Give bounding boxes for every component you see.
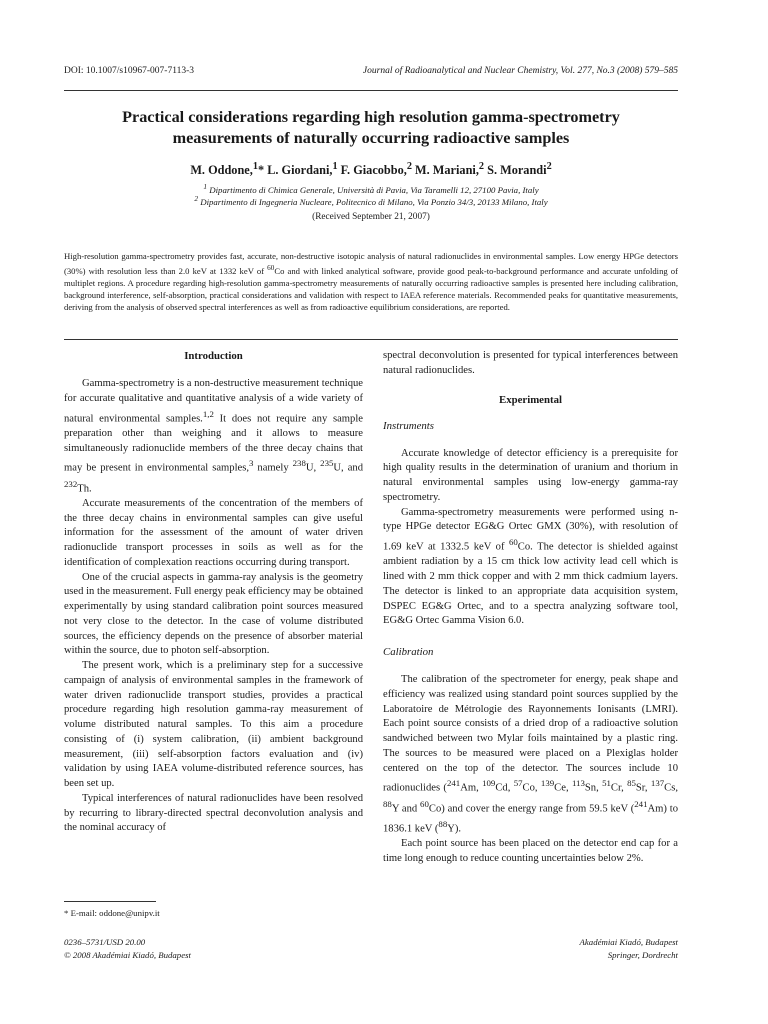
affiliation-number: 1 xyxy=(203,182,208,191)
isotope-mass-number: 60 xyxy=(508,537,518,547)
affiliation-marker: 1 xyxy=(252,161,258,172)
isotope-mass-number: 60 xyxy=(420,798,429,809)
author-name: S. Morandi xyxy=(484,163,547,178)
title-line-2: measurements of naturally occurring radioactive samples xyxy=(172,129,570,147)
header-rule xyxy=(64,90,678,91)
affiliation-text: Dipartimento di Chimica Generale, Università di Pavia, Via Taramelli 12, 27100 Pavia, Italy xyxy=(207,184,539,195)
paragraph: Accurate knowledge of detector efficiency is a prerequisite for high quality results in the determination of uranium and thorium in natural environmental samples using low-energy gamma-ray spectrometry. xyxy=(383,447,678,503)
paragraph xyxy=(383,673,678,837)
abstract-text: High-resolution gamma-spectrometry provides fast, accurate, non-destructive isotopic analysis of natural radionuclides in environmental samples. Low energy HPGe detectors (30%) with resolution less than 2.0 keV at 1332 keV of xyxy=(64,251,678,276)
copyright: © 2008 Akadémiai Kiadó, Budapest xyxy=(64,950,191,960)
paper-title xyxy=(64,107,678,149)
text: Gamma-spectrometry measurements were performed using n-type HPGe detector EG&G Ortec GMX (30%), with resolution of 1.69 keV at 1332.5 keV of xyxy=(383,506,678,553)
text: Ce, xyxy=(554,782,572,794)
text: Am, xyxy=(460,782,483,794)
publisher-1: Akadémiai Kiadó, Budapest xyxy=(579,937,678,947)
abstract-text: Co and with linked analytical software, provide good peak-to-background performance and accurate unfolding of multiplet regions. A procedure regarding high-resolution gamma-spectrometry measurements of naturally occurring radioactive samples is presented here including calibration, background interference, self-absorption, practical considerations and validation with respect to IAEA reference materials. Recommended peaks for quantitative measurements, deriving from the analysis of observed spectral interferences as well as from radioactive equilibrium considerations, are reported. xyxy=(64,265,678,313)
author-name: F. Giacobbo, xyxy=(337,163,407,178)
doi: DOI: 10.1007/s10967-007-7113-3 xyxy=(64,66,194,76)
paragraph: Each point source has been placed on the detector end cap for a time long enough to reduce counting uncertainties below 2%. xyxy=(383,838,678,864)
text: U, and xyxy=(333,462,363,474)
isotope-mass-number: 51 xyxy=(602,778,611,789)
text: Co) and cover the energy range from 59.5 keV ( xyxy=(428,803,635,815)
isotope-mass-number: 109 xyxy=(482,778,496,789)
affiliation-number: 2 xyxy=(194,194,199,203)
text: namely xyxy=(253,462,293,474)
paragraph: Accurate measurements of the concentration of the members of the three decay chains in environmental samples can give useful information for the assessment of the amount of water driven radionuclide transport processes in soils as well as for the identification of complexation reactions occurring during transport. xyxy=(64,497,363,568)
citation-ref: 1,2 xyxy=(202,408,214,419)
author-name: M. Oddone, xyxy=(190,163,253,178)
section-heading-introduction: Introduction xyxy=(184,350,243,362)
author-list xyxy=(64,159,678,178)
text: Co. The detector is shielded against ambient radiation by a 15 cm thick low activity lead cell which is lined with 2 mm thick copper and with 2 mm thick cadmium layers. The detector is linked to an appropriate data acquisition system, DSPEC EG&G Ortec, and to a spectra analyzing software tool, EG&G Ortec Gamma Vision 6.0. xyxy=(383,541,678,627)
isotope-mass-number: 113 xyxy=(571,778,585,789)
text: Cs, xyxy=(664,782,678,794)
right-column xyxy=(383,349,678,867)
isotope-mass-number: 85 xyxy=(627,778,636,789)
text: Cr, xyxy=(610,782,628,794)
text: Sr, xyxy=(635,782,651,794)
corresponding-author-marker: * xyxy=(257,163,265,178)
paragraph: Typical interferences of natural radionuclides have been resolved by recurring to library-directed spectral deconvolution analysis and the nominal accuracy of xyxy=(64,792,363,834)
affiliation-2 xyxy=(64,193,678,208)
received-date: (Received September 21, 2007) xyxy=(312,212,430,222)
text: Am) to 1836.1 keV ( xyxy=(383,803,679,835)
abstract-rule xyxy=(64,339,678,340)
isotope-mass-number: 137 xyxy=(650,778,665,789)
isotope-mass-number: 238 xyxy=(292,458,306,469)
left-column xyxy=(64,349,363,836)
affiliation-marker: 2 xyxy=(406,161,412,172)
text: The calibration of the spectrometer for energy, peak shape and efficiency was realized using standard point sources supplied by the Laboratoire de Métrologie des Rayonnements Ionisants (LMRI). Each point source consists of a dried drop of a radioactive solution sandwiched between two Mylar foils maintained by a plastic ring. The sources to be measured were placed on a Plexiglas holder centered on the top of the detector. The sources include 10 radionuclides ( xyxy=(383,674,678,794)
citation-ref: 3 xyxy=(249,458,254,469)
footer-left xyxy=(64,936,191,962)
text: U, xyxy=(305,462,321,474)
isotope-mass-number: 241 xyxy=(446,778,461,789)
subsection-heading-instruments: Instruments xyxy=(383,419,434,432)
author-name: L. Giordani, xyxy=(264,163,333,178)
paragraph-continued: spectral deconvolution is presented for typical interferences between natural radionuclides. xyxy=(383,350,678,376)
footnote-email: * E-mail: oddone@unipv.it xyxy=(64,908,160,918)
publisher-2: Springer, Dordrecht xyxy=(607,950,678,960)
text: Th. xyxy=(77,483,92,495)
journal-citation: Journal of Radioanalytical and Nuclear Chemistry, Vol. 277, No.3 (2008) 579–585 xyxy=(362,66,678,76)
text: Co, xyxy=(522,782,541,794)
isotope-mass-number: 57 xyxy=(513,778,523,789)
paragraph: One of the crucial aspects in gamma-ray analysis is the geometry used in the measurement. Full energy peak efficiency may be obtained experimentally by using standard calibration point sources measured not very close to the detector. In the case of volume distributed sources, the efficiency depends on the presence of absorber material within the source, due to photon self-absorption. xyxy=(64,571,363,657)
affiliation-marker: 2 xyxy=(546,161,552,172)
isotope-mass-number: 88 xyxy=(383,798,392,809)
text: Cd, xyxy=(495,782,514,794)
text: Y and xyxy=(391,803,421,815)
affiliation-marker: 2 xyxy=(478,161,485,172)
isotope-mass-number: 241 xyxy=(634,798,648,809)
isotope-mass-number: 60 xyxy=(267,264,275,273)
text: Gamma-spectrometry is a non-destructive measurement technique for accurate qualitative and quantitative analysis of a wide variety of natural environmental samples. xyxy=(64,378,363,425)
isotope-mass-number: 88 xyxy=(438,818,448,829)
footnote-rule xyxy=(64,901,156,902)
text: It does not require any sample preparation other than weighing and it allows to measure simultaneously radionuclide members of the three decay chains that may be present in environmental samples, xyxy=(64,413,363,474)
paragraph xyxy=(383,506,678,630)
affiliation-text: Dipartimento di Ingegneria Nucleare, Politecnico di Milano, Via Ponzio 34/3, 20133 Milano, Italy xyxy=(198,196,548,207)
isotope-mass-number: 139 xyxy=(540,778,555,789)
affiliation-marker: 1 xyxy=(332,161,338,172)
running-header xyxy=(64,66,678,80)
isotope-mass-number: 232 xyxy=(64,478,78,489)
isotope-mass-number: 235 xyxy=(320,458,334,469)
subsection-heading-calibration: Calibration xyxy=(383,646,434,659)
footer-right xyxy=(580,936,678,962)
paragraph: The present work, which is a preliminary step for a successive campaign of analysis of environmental samples in the framework of water driven radionuclide transport studies, provides a practical procedure regarding high resolution gamma-ray measurement of volume distributed natural samples. To this aim a procedure consisting of (i) system calibration, (ii) ambient background measurement, (iii) self-absorption factors evaluation and (iv) validation by using IAEA volume-distributed reference sources, has been set up. xyxy=(64,660,363,790)
issn-price: 0236–5731/USD 20.00 xyxy=(64,937,146,947)
abstract xyxy=(64,250,678,313)
author-name: M. Mariani, xyxy=(411,163,479,178)
title-line-1: Practical considerations regarding high resolution gamma-spectrometry xyxy=(122,108,620,126)
section-heading-experimental: Experimental xyxy=(499,393,562,406)
text: Sn, xyxy=(584,782,603,794)
paragraph xyxy=(64,377,363,497)
text: Y). xyxy=(447,823,462,835)
